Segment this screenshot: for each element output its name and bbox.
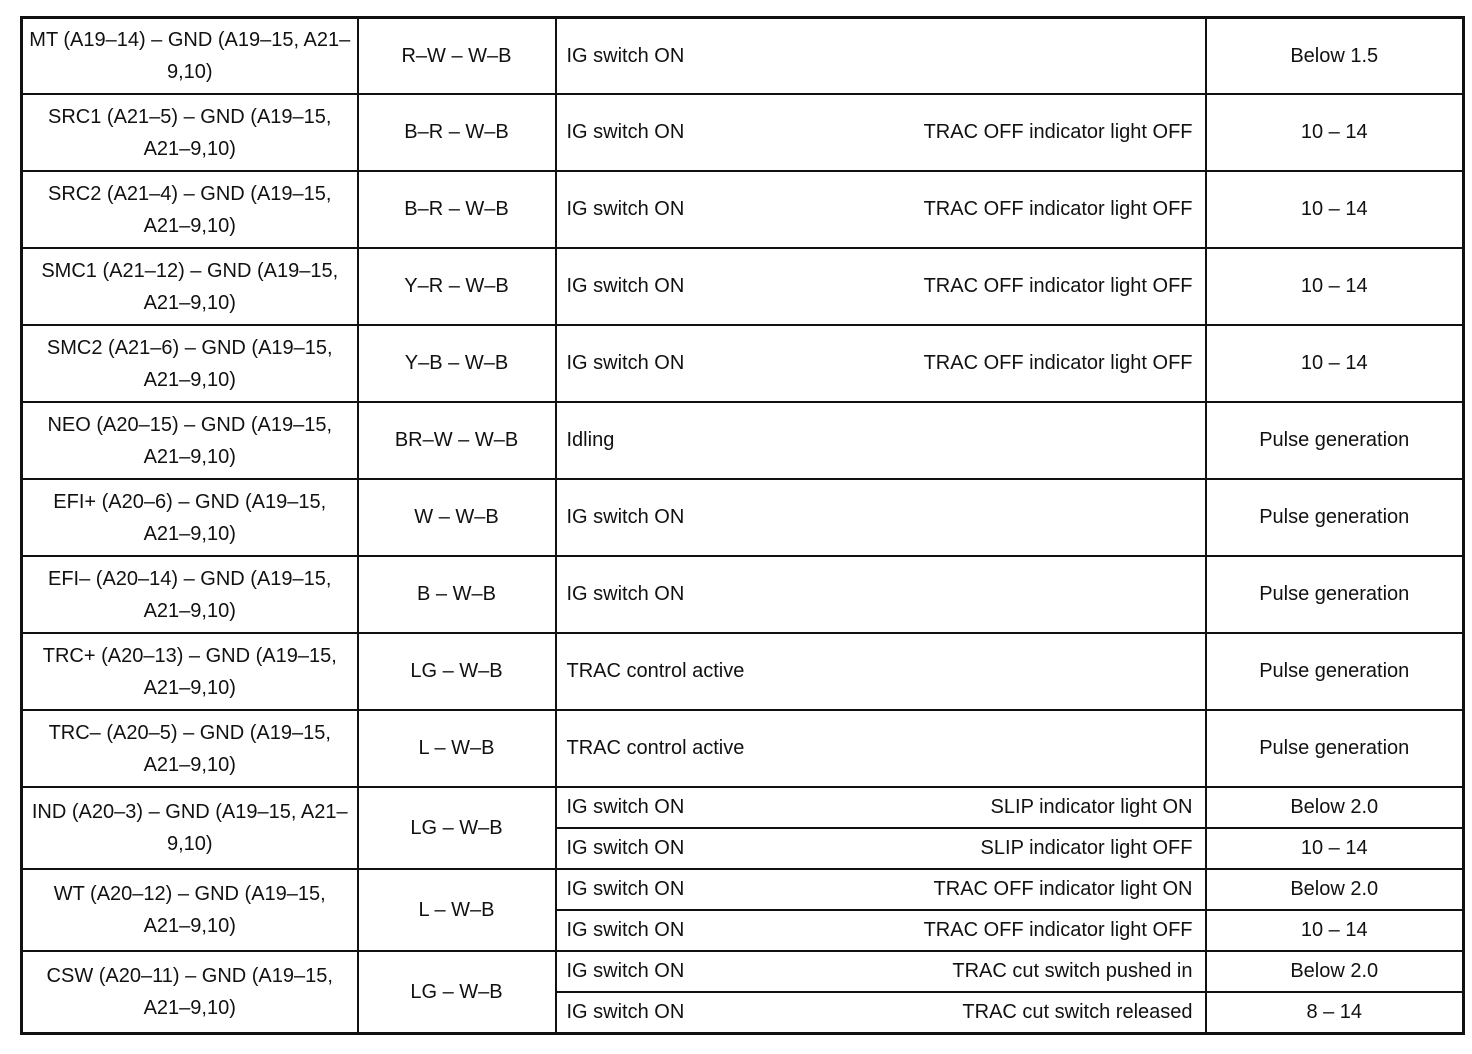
table-row	[22, 18, 1464, 95]
specified-condition-cell: Below 2.0	[1206, 951, 1464, 992]
wire-color-cell: L – W–B	[358, 710, 556, 787]
sub-condition-text: TRAC OFF indicator light OFF	[923, 198, 1193, 220]
wire-color-cell: Y–R – W–B	[358, 248, 556, 325]
condition-content	[567, 1001, 1193, 1024]
condition-cell	[556, 556, 1206, 633]
condition-text: Idling	[566, 429, 615, 451]
specified-condition-cell: Pulse generation	[1206, 402, 1464, 479]
condition-cell	[556, 94, 1206, 171]
condition-content	[567, 737, 1193, 760]
condition-cell	[556, 710, 1206, 787]
terminal-cell: TRC– (A20–5) – GND (A19–15, A21–9,10)	[22, 710, 358, 787]
condition-content	[567, 583, 1193, 606]
table-row	[22, 248, 1464, 325]
sub-condition-text: TRAC OFF indicator light ON	[933, 878, 1193, 900]
table-row	[22, 94, 1464, 171]
specified-condition-cell: 10 – 14	[1206, 828, 1464, 869]
condition-cell	[556, 951, 1206, 992]
condition-content	[567, 837, 1193, 860]
specified-condition-cell: 10 – 14	[1206, 248, 1464, 325]
wire-color-cell: LG – W–B	[358, 951, 556, 1034]
table-row	[22, 479, 1464, 556]
condition-cell	[556, 787, 1206, 828]
table-row	[22, 402, 1464, 479]
table-row	[22, 787, 1464, 828]
condition-cell	[556, 171, 1206, 248]
sub-condition-text: SLIP indicator light ON	[990, 796, 1193, 818]
table-row	[22, 171, 1464, 248]
condition-text: IG switch ON	[566, 275, 685, 297]
condition-cell	[556, 18, 1206, 95]
terminal-cell: SRC2 (A21–4) – GND (A19–15, A21–9,10)	[22, 171, 358, 248]
condition-cell	[556, 992, 1206, 1034]
condition-content	[567, 429, 1193, 452]
condition-cell	[556, 325, 1206, 402]
condition-cell	[556, 479, 1206, 556]
specified-condition-cell: 8 – 14	[1206, 992, 1464, 1034]
wire-color-cell: W – W–B	[358, 479, 556, 556]
wire-color-cell: BR–W – W–B	[358, 402, 556, 479]
terminal-cell: MT (A19–14) – GND (A19–15, A21–9,10)	[22, 18, 358, 95]
condition-content	[567, 275, 1193, 298]
wire-color-cell: B–R – W–B	[358, 171, 556, 248]
wire-color-cell: B – W–B	[358, 556, 556, 633]
condition-content	[567, 45, 1193, 68]
condition-content	[567, 198, 1193, 221]
condition-text: IG switch ON	[566, 121, 685, 143]
condition-content	[567, 960, 1193, 983]
wire-color-cell: B–R – W–B	[358, 94, 556, 171]
condition-content	[567, 660, 1193, 683]
condition-cell	[556, 248, 1206, 325]
table-row	[22, 869, 1464, 910]
condition-text: IG switch ON	[566, 960, 685, 982]
table-row	[22, 633, 1464, 710]
sub-condition-text: TRAC OFF indicator light OFF	[923, 919, 1193, 941]
condition-cell	[556, 402, 1206, 479]
specified-condition-cell: Below 2.0	[1206, 869, 1464, 910]
terminal-cell: SMC1 (A21–12) – GND (A19–15, A21–9,10)	[22, 248, 358, 325]
table-row	[22, 556, 1464, 633]
sub-condition-text: TRAC cut switch released	[962, 1001, 1193, 1023]
terminal-cell: TRC+ (A20–13) – GND (A19–15, A21–9,10)	[22, 633, 358, 710]
condition-cell	[556, 910, 1206, 951]
condition-content	[567, 121, 1193, 144]
condition-cell	[556, 828, 1206, 869]
sub-condition-text: SLIP indicator light OFF	[980, 837, 1193, 859]
condition-content	[567, 796, 1193, 819]
specified-condition-cell: Pulse generation	[1206, 710, 1464, 787]
wire-color-cell: LG – W–B	[358, 633, 556, 710]
sub-condition-text: TRAC OFF indicator light OFF	[923, 352, 1193, 374]
wire-color-cell: Y–B – W–B	[358, 325, 556, 402]
condition-text: TRAC control active	[566, 660, 745, 682]
terminal-cell: SMC2 (A21–6) – GND (A19–15, A21–9,10)	[22, 325, 358, 402]
terminal-cell: CSW (A20–11) – GND (A19–15, A21–9,10)	[22, 951, 358, 1034]
condition-content	[567, 506, 1193, 529]
specified-condition-cell: Pulse generation	[1206, 479, 1464, 556]
sub-condition-text: TRAC cut switch pushed in	[952, 960, 1193, 982]
terminal-cell: EFI+ (A20–6) – GND (A19–15, A21–9,10)	[22, 479, 358, 556]
condition-text: IG switch ON	[566, 352, 685, 374]
terminal-voltage-table-container	[20, 16, 1462, 1035]
table-body	[22, 18, 1464, 1034]
specified-condition-cell: 10 – 14	[1206, 94, 1464, 171]
condition-text: IG switch ON	[566, 796, 685, 818]
specified-condition-cell: Below 2.0	[1206, 787, 1464, 828]
condition-content	[567, 352, 1193, 375]
specified-condition-cell: 10 – 14	[1206, 171, 1464, 248]
table-row	[22, 325, 1464, 402]
condition-text: IG switch ON	[566, 583, 685, 605]
specified-condition-cell: 10 – 14	[1206, 910, 1464, 951]
terminal-cell: SRC1 (A21–5) – GND (A19–15, A21–9,10)	[22, 94, 358, 171]
specified-condition-cell: Below 1.5	[1206, 18, 1464, 95]
condition-text: IG switch ON	[566, 1001, 685, 1023]
specified-condition-cell: Pulse generation	[1206, 633, 1464, 710]
terminal-cell: EFI– (A20–14) – GND (A19–15, A21–9,10)	[22, 556, 358, 633]
condition-text: IG switch ON	[566, 506, 685, 528]
condition-text: IG switch ON	[566, 919, 685, 941]
terminal-cell: IND (A20–3) – GND (A19–15, A21–9,10)	[22, 787, 358, 869]
condition-content	[567, 919, 1193, 942]
condition-cell	[556, 869, 1206, 910]
terminal-cell: NEO (A20–15) – GND (A19–15, A21–9,10)	[22, 402, 358, 479]
table-row	[22, 710, 1464, 787]
condition-text: TRAC control active	[566, 737, 745, 759]
condition-text: IG switch ON	[566, 878, 685, 900]
condition-content	[567, 878, 1193, 901]
terminal-voltage-table	[20, 16, 1465, 1035]
wire-color-cell: R–W – W–B	[358, 18, 556, 95]
terminal-cell: WT (A20–12) – GND (A19–15, A21–9,10)	[22, 869, 358, 951]
sub-condition-text: TRAC OFF indicator light OFF	[923, 121, 1193, 143]
specified-condition-cell: Pulse generation	[1206, 556, 1464, 633]
sub-condition-text: TRAC OFF indicator light OFF	[923, 275, 1193, 297]
wire-color-cell: LG – W–B	[358, 787, 556, 869]
condition-text: IG switch ON	[566, 44, 685, 67]
wire-color-cell: L – W–B	[358, 869, 556, 951]
specified-condition-cell: 10 – 14	[1206, 325, 1464, 402]
condition-text: IG switch ON	[566, 837, 685, 859]
table-row	[22, 951, 1464, 992]
condition-cell	[556, 633, 1206, 710]
condition-text: IG switch ON	[566, 198, 685, 220]
